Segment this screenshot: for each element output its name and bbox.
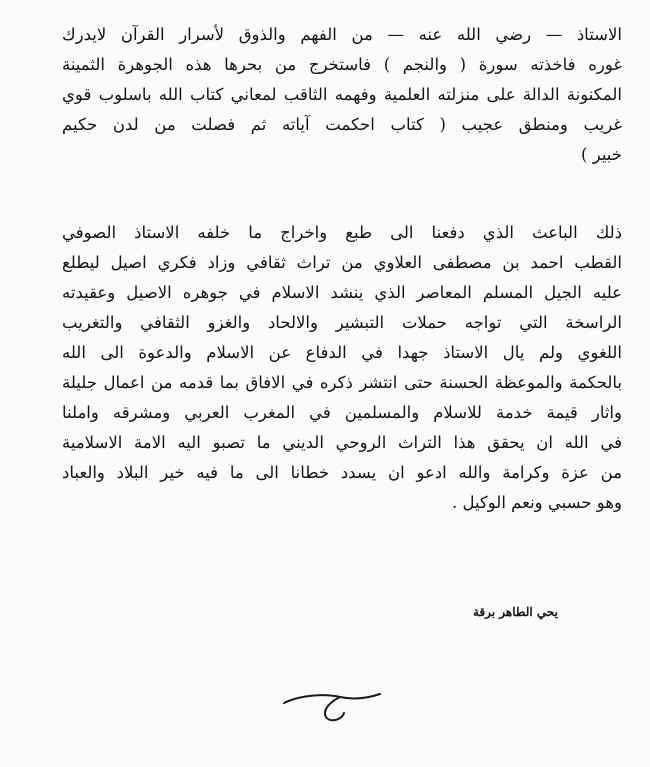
paragraph-2-line: في الله ان يحقق هذا التراث الروحي الديني ما تصبو اليه الامة الاسلامية [62, 433, 622, 452]
paragraph-2-line: ذلك الباعث الذي دفعنا الى طبع واخراج ما خلفه الاستاذ الصوفي [62, 223, 622, 242]
paragraph-2-line: عليه الجيل المسلم المعاصر الذي ينشد الاسلام في جوهره الاصيل وعقيدته [62, 283, 622, 302]
paragraph-2-line: اللغوي ولم يال الاستاذ جهدا في الدفاع عن الاسلام والدعوة الى الله [62, 343, 622, 362]
paragraph-1-line: غريب ومنطق عجيب ( كتاب احكمت آياته ثم فصلت من لدن حكيم [62, 115, 622, 134]
paragraph-1-line: خبير ) [581, 145, 622, 164]
paragraph-2-line: وهو حسبي ونعم الوكيل . [451, 493, 622, 512]
decorative-flourish-icon [282, 680, 382, 725]
paragraph-2 [62, 218, 622, 518]
author-signature: يحي الطاهر برقة [472, 605, 558, 619]
paragraph-2-line: الراسخة التي تواجه حملات التبشير والالحاد والغزو الثقافي والتغريب [62, 313, 622, 332]
paragraph-1-line: المكنونة الدالة على منزلته العلمية وفهمه الثاقب لمعاني كتاب الله باسلوب قوي [62, 85, 622, 104]
paragraph-2-line: بالحكمة والموعظة الحسنة حتى انتشر ذكره في الافاق بما قدمه من اعمال جليلة [62, 373, 622, 392]
paragraph-2-line: من عزة وكرامة والله ادعو ان يسدد خطانا الى ما فيه خير البلاد والعباد [62, 463, 622, 482]
paragraph-2-line: القطب احمد بن مصطفى العلاوي من تراث ثقافي وزاد فكري اصيل ليطلع [62, 253, 622, 272]
paragraph-1-line: غوره فاخذته سورة ( والنجم ) فاستخرج من بحرها هذه الجوهرة الثمينة [62, 55, 622, 74]
paragraph-1-line: الاستاذ — رضي الله عنه — من الفهم والذوق لأسرار القرآن لايدرك [62, 25, 622, 44]
paragraph-1 [62, 20, 622, 170]
paragraph-2-line: واثار قيمة خدمة للاسلام والمسلمين في المغرب العربي ومشرقه واملنا [62, 403, 622, 422]
